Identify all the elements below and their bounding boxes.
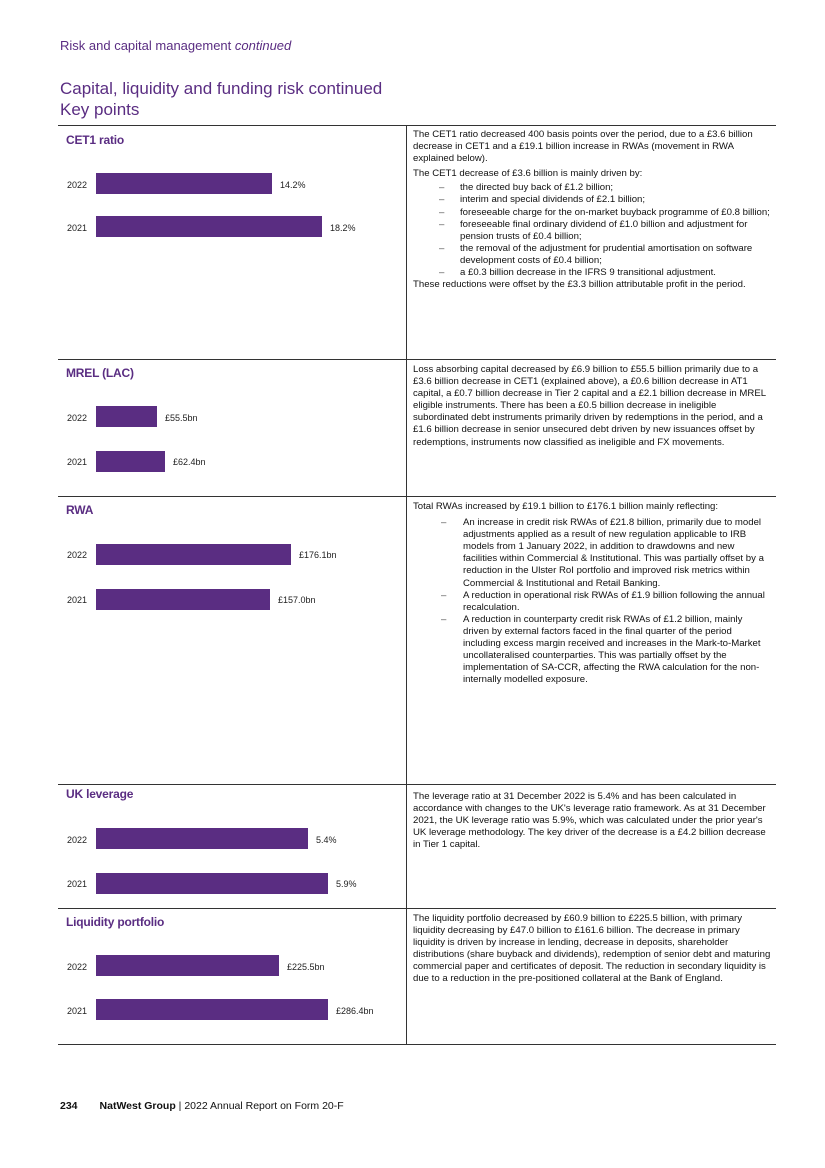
section-continued: continued <box>234 38 292 53</box>
cet1-outro: These reductions were offset by the £3.3 billion attributable profit in the period. <box>413 279 746 291</box>
text-liquidity: The liquidity portfolio decreased by £60.9 billion to £225.5 billion, with primary liquidity decreasing by £47.0 billion to £161.6 billion. The decrease in primary liquidity is driven by increase in lending, decrease in deposits, shareholder distributions (share buyback and dividends), redemption of senior debt and maturing commercial paper and certificates of deposit. The reduction in secondary liquidity is due to a reduction in the pre-positioned collateral at the Bank of England. <box>413 913 771 985</box>
bar-year: 2022 <box>67 180 88 190</box>
rwa-list <box>413 517 771 686</box>
bar-year: 2021 <box>67 223 88 233</box>
footer-report-title: | 2022 Annual Report on Form 20-F <box>175 1100 344 1112</box>
text-cet1 <box>413 129 771 294</box>
bar-value: £62.4bn <box>173 457 206 467</box>
footer-brand: NatWest Group <box>99 1100 176 1112</box>
list-item: – An increase in credit risk RWAs of £21.8 billion, primarily due to model adjustments applied as a result of new regulation applicable to IRB models from 1 January 2022, in addition to drawdowns and new facilities within Commercial & Institutional. This was partially offset by a reduction in the Ulster RoI portfolio and improved risk metrics within Commercial & Institutional and Retail Banking. <box>413 517 771 590</box>
panel-title-liquidity: Liquidity portfolio <box>66 915 165 929</box>
bar <box>96 451 165 472</box>
cet1-lead: The CET1 decrease of £3.6 billion is mainly driven by: <box>413 168 643 180</box>
bar-year: 2022 <box>67 413 88 423</box>
rule-4 <box>58 908 776 909</box>
bar <box>96 999 328 1020</box>
panel-title-rwa: RWA <box>66 503 94 517</box>
rule-top <box>58 125 776 126</box>
bar-value: £286.4bn <box>336 1006 374 1016</box>
list-item: – interim and special dividends of £2.1 billion; <box>413 194 771 206</box>
bar <box>96 216 322 237</box>
text-uk-leverage: The leverage ratio at 31 December 2022 is 5.4% and has been calculated in accordance with changes to the UK's leverage ratio framework. As at 31 December 2021, the UK leverage ratio was 5.9%, which was calculated under the prior year's UK leverage methodology. The key driver of the decrease is a £4.2 billion decrease in Tier 1 capital. <box>413 791 766 851</box>
bar <box>96 173 272 194</box>
page-title <box>60 78 382 120</box>
list-item: – a £0.3 billion decrease in the IFRS 9 transitional adjustment. <box>413 267 771 279</box>
bar-year: 2022 <box>67 550 88 560</box>
bar-value: 14.2% <box>280 180 306 190</box>
cet1-list <box>413 182 771 279</box>
bar <box>96 544 291 565</box>
bar-year: 2021 <box>67 595 88 605</box>
bar <box>96 955 279 976</box>
bar-year: 2021 <box>67 457 88 467</box>
bar-year: 2021 <box>67 879 88 889</box>
bar-year: 2021 <box>67 1006 88 1016</box>
list-item: – foreseeable charge for the on-market buyback programme of £0.8 billion; <box>413 207 771 219</box>
section-label: Risk and capital management continued <box>60 38 292 53</box>
page-number: 234 <box>60 1100 78 1112</box>
panel-title-mrel: MREL (LAC) <box>66 366 134 380</box>
list-item: – A reduction in counterparty credit risk RWAs of £1.2 billion, mainly driven by external factors faced in the final quarter of the period including excess margin received and increases in the Mark-to-Market uncollateralised counterparties. This was partially offset by the implementation of SA-CCR, affecting the RWA calculation for the non-internally modelled exposure. <box>413 614 771 687</box>
page-title-line1: Capital, liquidity and funding risk continued <box>60 79 383 98</box>
bar-value: 5.4% <box>316 835 337 845</box>
list-item: – A reduction in operational risk RWAs of £1.9 billion following the annual recalculation. <box>413 590 771 614</box>
bar <box>96 589 270 610</box>
bar <box>96 873 328 894</box>
rule-1 <box>58 359 776 360</box>
panel-title-uk-leverage: UK leverage <box>66 787 134 801</box>
rule-3 <box>58 784 776 785</box>
rwa-intro: Total RWAs increased by £19.1 billion to £176.1 billion mainly reflecting: <box>413 501 719 512</box>
text-rwa <box>413 501 771 686</box>
bar <box>96 406 157 427</box>
rule-2 <box>58 496 776 497</box>
list-item: – foreseeable final ordinary dividend of £1.0 billion and adjustment for pension trusts of £0.4 billion; <box>413 219 771 243</box>
bar-value: £225.5bn <box>287 962 325 972</box>
cet1-intro: The CET1 ratio decreased 400 basis points over the period, due to a £3.6 billion decrease in CET1 and a £19.1 billion increase in RWAs (movement in RWA explained below). <box>413 129 753 165</box>
bar-value: £157.0bn <box>278 595 316 605</box>
bar-value: 5.9% <box>336 879 357 889</box>
rule-bottom <box>58 1044 776 1045</box>
text-mrel: Loss absorbing capital decreased by £6.9 billion to £55.5 billion primarily due to a £3.6 billion decrease in CET1 (explained above), a £0.6 billion decrease in AT1 capital, a £0.7 billion decrease in Tier 2 capital and a £2.1 billion decrease in MREL eligible instruments. There has been a £0.5 billion decrease in ineligible subordinated debt instruments primarily driven by redemptions in the period, and a £1.6 billion decrease in senior unsecured debt driven by new issuances offset by redemptions, instruments now classified as ineligible and FX movements. <box>413 364 766 448</box>
page-title-line2: Key points <box>60 100 140 119</box>
bar-value: £55.5bn <box>165 413 198 423</box>
footer <box>60 1100 344 1112</box>
column-divider <box>406 125 407 1045</box>
list-item: – the directed buy back of £1.2 billion; <box>413 182 771 194</box>
list-item: – the removal of the adjustment for prudential amortisation on software development costs of £0.4 billion; <box>413 243 771 267</box>
panel-title-cet1: CET1 ratio <box>66 133 125 147</box>
bar-year: 2022 <box>67 962 88 972</box>
bar-year: 2022 <box>67 835 88 845</box>
bar-value: 18.2% <box>330 223 356 233</box>
bar <box>96 828 308 849</box>
bar-value: £176.1bn <box>299 550 337 560</box>
